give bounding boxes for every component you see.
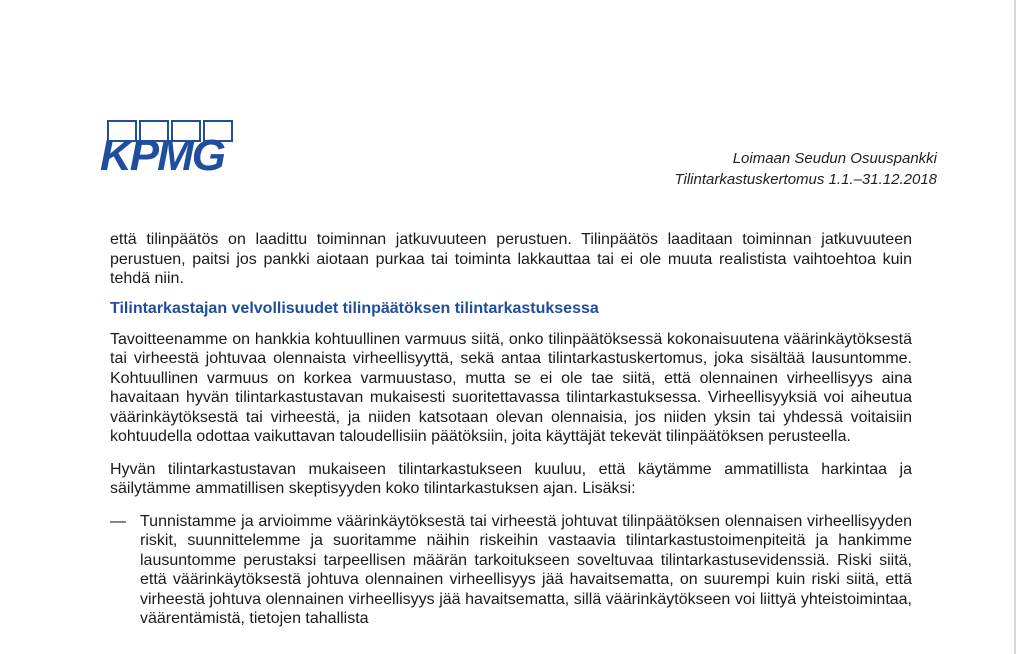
report-title: Tilintarkastuskertomus 1.1.–31.12.2018 [674, 171, 937, 188]
list-item [110, 512, 912, 629]
page-edge-divider [1014, 0, 1016, 654]
intro-paragraph: että tilinpäätös on laadittu toiminnan jatkuvuuteen perustuen. Tilinpäätös laaditaan toiminnan jatkuvuuteen perustuen, paitsi jos pankki aiotaan purkaa tai toiminta lakkauttaa tai ei ole muuta realistista vaihtoehtoa kuin tehdä niin. [110, 231, 912, 287]
logo-wordmark: KPMG [100, 131, 224, 180]
objective-paragraph: Tavoitteenamme on hankkia kohtuullinen varmuus siitä, onko tilinpäätöksessä kokonaisuutena väärinkäytöksestä tai virheestä johtuvaa olennaista virheellisyyttä, sekä antaa tilintarkastuskertomus, joka sisältää lausuntomme. Kohtuullinen varmuus on korkea varmuustaso, mutta se ei ole tae siitä, että olennainen virheellisyys aina havaitaan hyvän tilintarkastustavan mukaisesti suoritettavassa tilintarkastuksessa. Virheellisyyksiä voi aiheutua väärinkäytöksestä tai virheestä, ja niiden katsotaan olevan olennaisia, jos niiden yksin tai yhdessä voitaisiin kohtuudella odottaa vaikuttavan taloudellisiin päätöksiin, joita käyttäjät tekevät tilinpäätöksen perusteella. [110, 330, 912, 445]
document-header [674, 148, 937, 190]
bullet-dash: — [110, 512, 126, 530]
kpmg-logo [100, 120, 240, 180]
document-body [110, 230, 912, 629]
company-name: Loimaan Seudun Osuuspankki [732, 150, 937, 167]
skepticism-paragraph: Hyvän tilintarkastustavan mukaiseen tilintarkastukseen kuuluu, että käytämme ammatillista harkintaa ja säilytämme ammatillisen skeptisyyden koko tilintarkastuksen ajan. Lisäksi: [110, 460, 912, 497]
bullet-text: Tunnistamme ja arvioimme väärinkäytöksestä tai virheestä johtuvat tilinpäätöksen olennaisen virheellisyyden riskit, suunnittelemme ja suoritamme näihin riskeihin vastaavia tilintarkastustoimenpiteitä ja hankimme lausuntomme perustaksi tarpeellisen määrän tarkoitukseen soveltuvaa tilintarkastusevidenssiä. Riski siitä, että väärinkäytöksestä johtuva olennainen virheellisyys jää havaitsematta, on suurempi kuin riski siitä, että virheestä johtuva olennainen virheellisyys jää havaitsematta, sillä väärinkäytökseen voi liittyä yhteistoimintaa, väärentämistä, tietojen tahallista [140, 512, 912, 627]
section-heading: Tilintarkastajan velvollisuudet tilinpäätöksen tilintarkastuksessa [110, 299, 599, 317]
